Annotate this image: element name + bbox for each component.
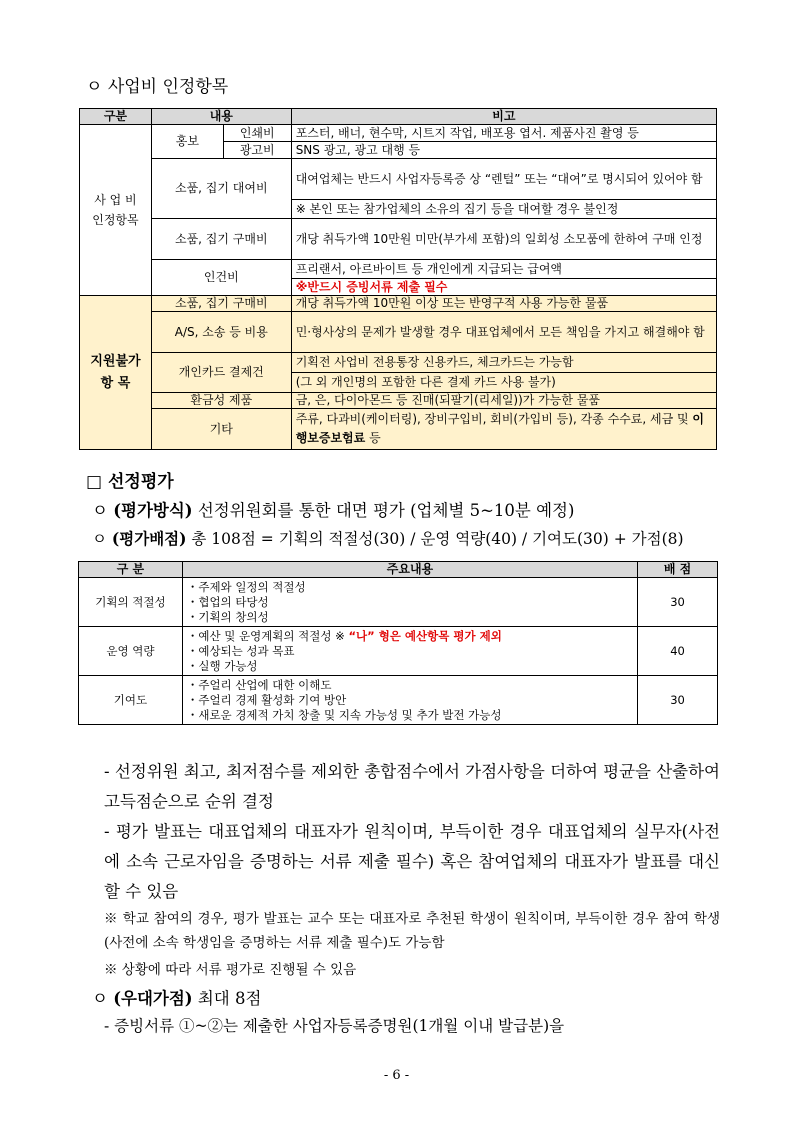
eval-score: 30 <box>638 578 718 627</box>
row-sublabel: 광고비 <box>223 142 291 159</box>
row-label: 개인카드 결제건 <box>151 353 291 393</box>
row-note: 기획전 사업비 전용통장 신용카드, 체크카드는 가능함 <box>291 353 716 373</box>
table-row <box>79 578 718 627</box>
table-row <box>80 393 717 409</box>
eval-method-text: 선정위원회를 통한 대면 평가 (업체별 5~10분 예정) <box>192 501 575 520</box>
table-row <box>80 353 717 373</box>
bonus-label: (우대가점) <box>113 989 193 1008</box>
bonus-text: 최대 8점 <box>192 989 262 1008</box>
eval-items <box>182 627 637 676</box>
table-row <box>80 159 717 200</box>
eval-category: 기획의 적절성 <box>79 578 183 627</box>
bullet: ㅇ <box>92 530 107 548</box>
table-row <box>80 260 717 279</box>
eval-method-line <box>92 497 574 521</box>
header-category: 구 분 <box>79 562 183 578</box>
eval-item: ・기획의 창의성 <box>186 609 269 624</box>
eval-item: ・새로운 경제적 가치 창출 및 지속 가능성 및 추가 발전 가능성 <box>186 707 502 722</box>
table-header-row <box>79 562 718 578</box>
group-label-approved: 사 업 비 인정항목 <box>80 125 152 296</box>
row-label: 소품, 집기 구매비 <box>151 296 291 312</box>
header-score: 배 점 <box>638 562 718 578</box>
eval-item: ・주얼리 산업에 대한 이해도 <box>186 677 332 692</box>
row-label: 환금성 제품 <box>151 393 291 409</box>
note-school: ※ 학교 참여의 경우, 평가 발표는 교수 또는 대표자로 추천된 학생이 원칙이며, 부득이한 경우 참여 학생(사전에 소속 학생임을 증명하는 서류 제출 필수)도 가능함 <box>104 911 720 951</box>
bonus-line <box>92 985 261 1009</box>
row-note: 프리랜서, 아르바이트 등 개인에게 지급되는 급여액 <box>291 260 716 279</box>
bullet: ㅇ <box>92 501 108 520</box>
table-header-row <box>80 109 717 125</box>
header-note: 비고 <box>291 109 716 125</box>
row-note: SNS 광고, 광고 대행 등 <box>291 142 716 159</box>
note-document-eval: ※ 상황에 따라 서류 평가로 진행될 수 있음 <box>104 962 357 978</box>
table-row <box>80 296 717 312</box>
table-row <box>79 627 718 676</box>
table-row <box>79 676 718 725</box>
eval-method-label: (평가방식) <box>113 501 193 520</box>
table-row <box>80 312 717 353</box>
row-note <box>291 409 716 450</box>
group-label-excluded: 지원불가 항 목 <box>80 296 152 450</box>
row-sublabel: 인쇄비 <box>223 125 291 142</box>
eval-items <box>182 578 637 627</box>
paragraph-presenter: - 평가 발표는 대표업체의 대표자가 원칙이며, 부득이한 경우 대표업체의 실무자(사전에 소속 근로자임을 증명하는 서류 제출 필수) 혹은 참여업체의 대표자가 발표를 대신할 수 있음 <box>104 822 720 901</box>
eval-score: 40 <box>638 627 718 676</box>
paragraph-evidence: - 증빙서류 ①~②는 제출한 사업자등록증명원(1개월 이내 발급분)을 <box>104 1017 565 1035</box>
row-note: ※ 본인 또는 참가업체의 소유의 집기 등을 대여할 경우 불인정 <box>291 200 716 219</box>
row-note: 포스터, 배너, 현수막, 시트지 작업, 배포용 엽서. 제품사진 촬영 등 <box>291 125 716 142</box>
eval-items <box>182 676 637 725</box>
page-number: - 6 - <box>383 1068 410 1083</box>
eval-item-text: ・예산 및 운영계획의 적절성 ※ <box>186 628 349 643</box>
etc-note-b: 등 <box>365 431 381 445</box>
labor-warning: ※반드시 증빙서류 제출 필수 <box>291 279 716 296</box>
row-note: (그 외 개인명의 포함한 다른 결제 카드 사용 불가) <box>291 373 716 393</box>
row-note: 개당 취득가액 10만원 미만(부가세 포함)의 일회성 소모품에 한하여 구매 인정 <box>291 219 716 260</box>
etc-note-a: 주류, 다과비(케이터링), 장비구입비, 회비(가입비 등), 각종 수수료, 세금 및 <box>295 412 693 426</box>
evaluation-table <box>78 561 718 725</box>
bullet: ㅇ <box>92 989 108 1008</box>
eval-score-label: (평가배점) <box>111 529 187 548</box>
header-category: 구분 <box>80 109 152 125</box>
header-content: 주요내용 <box>182 562 637 578</box>
row-note: 금, 은, 다이아몬드 등 진매(되팔기(리세일))가 가능한 물품 <box>291 393 716 409</box>
paragraph-ranking: - 선정위원 최고, 최저점수를 제외한 총합점수에서 가점사항을 더하여 평균을 산출하여 고득점순으로 순위 결정 <box>104 762 720 811</box>
row-note: 민·형사상의 문제가 발생할 경우 대표업체에서 모든 책임을 가지고 해결해야 함 <box>291 312 716 353</box>
eval-item: ・주제와 일정의 적절성 <box>186 579 306 594</box>
section-title-budget: ㅇ 사업비 인정항목 <box>86 77 229 97</box>
row-note: 개당 취득가액 10만원 이상 또는 반영구적 사용 가능한 물품 <box>291 296 716 312</box>
eval-item <box>187 629 633 644</box>
eval-item: ・주얼리 경제 활성화 기여 방안 <box>186 692 347 707</box>
eval-item: ・협업의 타당성 <box>186 594 269 609</box>
eval-category: 운영 역량 <box>79 627 183 676</box>
header-content: 내용 <box>151 109 291 125</box>
row-label: 인건비 <box>151 260 291 296</box>
table-row <box>80 409 717 450</box>
eval-score: 30 <box>638 676 718 725</box>
row-label: 홍보 <box>151 125 223 159</box>
eval-item: ・실행 가능성 <box>186 658 258 673</box>
eval-item: ・예상되는 성과 목표 <box>186 643 295 658</box>
eval-score-text: 총 108점 = 기획의 적절성(30) / 운영 역량(40) / 기여도(30) + 가점(8) <box>186 530 684 548</box>
eval-score-line <box>92 527 684 549</box>
eval-warning: “나” 형은 예산항목 평가 제외 <box>348 628 502 643</box>
etc-note-bold: 이행보증보험료 <box>295 412 704 445</box>
table-row <box>80 219 717 260</box>
row-label: A/S, 소송 등 비용 <box>151 312 291 353</box>
row-label: 기타 <box>151 409 291 450</box>
row-label: 소품, 집기 대여비 <box>151 159 291 219</box>
table-row <box>80 125 717 142</box>
eval-category: 기여도 <box>79 676 183 725</box>
section-title-evaluation: □ 선정평가 <box>86 472 174 492</box>
row-label: 소품, 집기 구매비 <box>151 219 291 260</box>
budget-table <box>79 108 717 450</box>
row-note: 대여업체는 반드시 사업자등록증 상 “렌털” 또는 “대여”로 명시되어 있어야 함 <box>291 159 716 200</box>
